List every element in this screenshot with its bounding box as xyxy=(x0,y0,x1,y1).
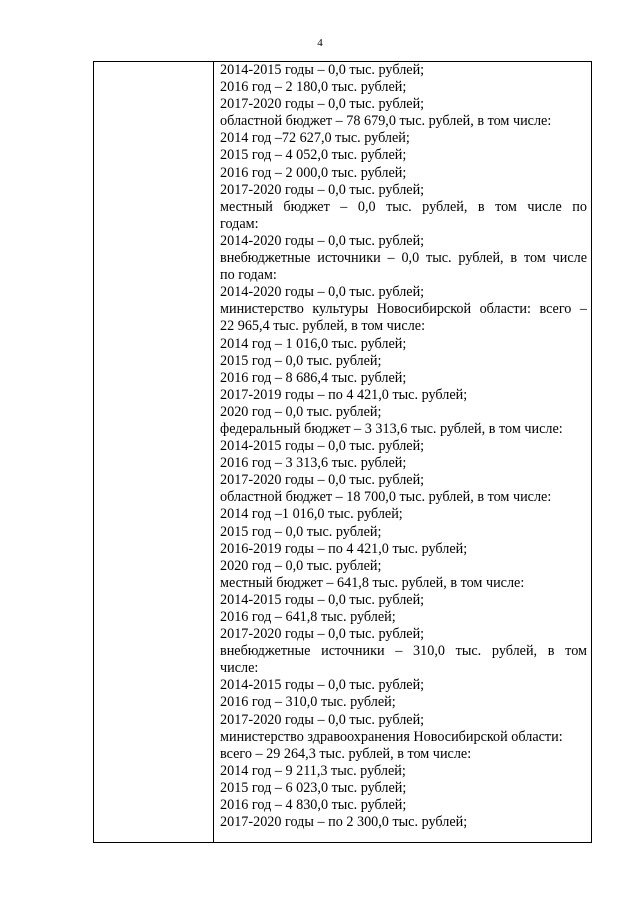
text-line: министерство здравоохранения Новосибирской области: xyxy=(220,728,563,745)
text-line: 2015 год – 4 052,0 тыс. рублей; xyxy=(220,147,407,164)
text-line: годам: xyxy=(220,215,259,232)
text-line: 2017-2020 годы – 0,0 тыс. рублей; xyxy=(220,181,425,198)
text-line: 2016 год – 2 000,0 тыс. рублей; xyxy=(220,164,407,181)
text-line: 2017-2019 годы – по 4 421,0 тыс. рублей; xyxy=(220,386,468,403)
text-line: 2017-2020 годы – 0,0 тыс. рублей; xyxy=(220,711,425,728)
page-number: 4 xyxy=(317,37,323,49)
text-line: 2014-2015 годы – 0,0 тыс. рублей; xyxy=(220,591,425,608)
text-line: местный бюджет – 641,8 тыс. рублей, в том числе: xyxy=(220,574,525,591)
text-line: всего – 29 264,3 тыс. рублей, в том числе: xyxy=(220,745,472,762)
table-left-cell xyxy=(94,62,214,842)
text-line: 2014 год – 9 211,3 тыс. рублей; xyxy=(220,762,406,779)
text-line: 2014-2015 годы – 0,0 тыс. рублей; xyxy=(220,677,425,694)
text-line: 2015 год – 0,0 тыс. рублей; xyxy=(220,523,382,540)
text-line: 2014 год – 1 016,0 тыс. рублей; xyxy=(220,335,407,352)
text-line: внебюджетные источники – 310,0 тыс. рублей, в том xyxy=(220,643,587,660)
text-line: 2014-2015 годы – 0,0 тыс. рублей; xyxy=(220,438,425,455)
text-line: 2015 год – 6 023,0 тыс. рублей; xyxy=(220,779,407,796)
text-line: 2017-2020 годы – по 2 300,0 тыс. рублей; xyxy=(220,814,468,831)
text-line: 2020 год – 0,0 тыс. рублей; xyxy=(220,403,382,420)
text-line: 2020 год – 0,0 тыс. рублей; xyxy=(220,557,382,574)
text-line: областной бюджет – 78 679,0 тыс. рублей, в том числе: xyxy=(220,113,552,130)
text-line: 2016-2019 годы – по 4 421,0 тыс. рублей; xyxy=(220,540,468,557)
text-line: 2014 год –1 016,0 тыс. рублей; xyxy=(220,506,403,523)
text-line: числе: xyxy=(220,660,259,677)
text-line: 2016 год – 641,8 тыс. рублей; xyxy=(220,609,396,625)
text-line: 2015 год – 0,0 тыс. рублей; xyxy=(220,352,382,369)
text-line: 2016 год – 8 686,4 тыс. рублей; xyxy=(220,369,407,386)
text-line: 2014-2020 годы – 0,0 тыс. рублей; xyxy=(220,232,425,249)
table-right-cell xyxy=(214,62,591,842)
text-line: 2016 год – 3 313,6 тыс. рублей; xyxy=(220,455,407,472)
text-line: 2014 год –72 627,0 тыс. рублей; xyxy=(220,130,410,147)
budget-table xyxy=(93,61,592,843)
text-line: 2016 год – 2 180,0 тыс. рублей; xyxy=(220,79,407,96)
text-line: областной бюджет – 18 700,0 тыс. рублей, в том числе: xyxy=(220,489,552,506)
text-line: местный бюджет – 0,0 тыс. рублей, в том числе по xyxy=(220,198,587,215)
text-line: 2016 год – 4 830,0 тыс. рублей; xyxy=(220,797,407,814)
text-line: 2014-2020 годы – 0,0 тыс. рублей; xyxy=(220,284,425,301)
text-line: 2014-2015 годы – 0,0 тыс. рублей; xyxy=(220,62,425,78)
text-line: министерство культуры Новосибирской области: всего – xyxy=(220,301,587,318)
text-line: внебюджетные источники – 0,0 тыс. рублей, в том числе xyxy=(220,250,587,267)
text-line: 2017-2020 годы – 0,0 тыс. рублей; xyxy=(220,96,425,113)
text-line: по годам: xyxy=(220,267,277,284)
text-line: 2017-2020 годы – 0,0 тыс. рублей; xyxy=(220,626,425,643)
text-line: 2017-2020 годы – 0,0 тыс. рублей; xyxy=(220,472,425,489)
text-line: 2016 год – 310,0 тыс. рублей; xyxy=(220,694,396,711)
text-line: федеральный бюджет – 3 313,6 тыс. рублей, в том числе: xyxy=(220,420,563,437)
text-line: 22 965,4 тыс. рублей, в том числе: xyxy=(220,318,426,335)
